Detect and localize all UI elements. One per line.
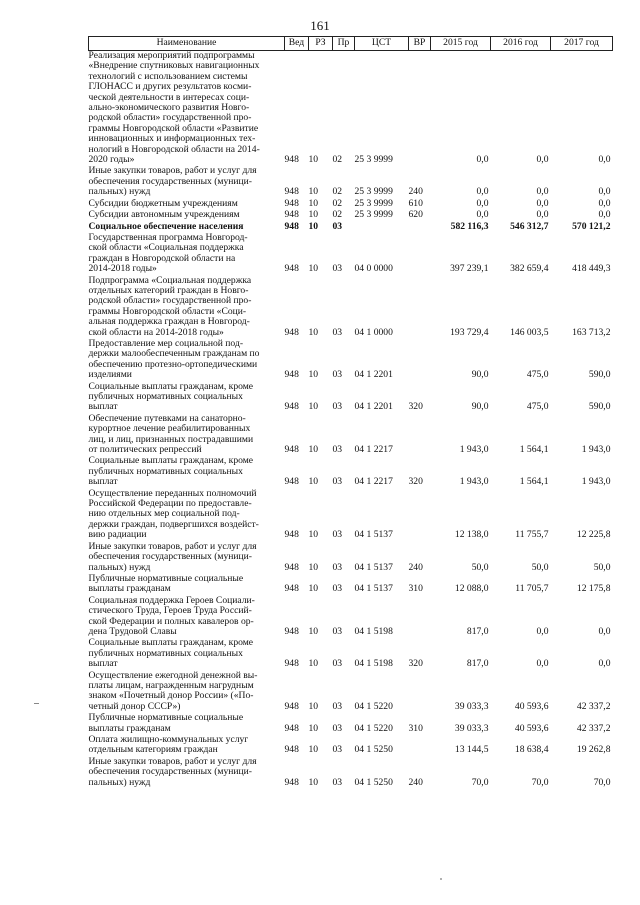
cell-rz: 10: [308, 220, 319, 232]
cell-cst: 04 1 5220: [354, 700, 393, 712]
cell-vr: 240: [408, 776, 423, 788]
cell-cst: 04 1 0000: [354, 326, 393, 338]
cell-2016: 382 659,4: [510, 263, 549, 275]
cell-ved: 948: [284, 476, 299, 488]
cell-2015: 193 729,4: [450, 326, 489, 338]
cell-vr: [409, 671, 431, 714]
cell-2017: 12 175,8: [576, 583, 611, 595]
cell-2015: 50,0: [471, 561, 489, 573]
cell-pr: 03: [332, 444, 343, 456]
cell-pr: 03: [332, 744, 343, 756]
cell-rz: 10: [308, 776, 319, 788]
cell-pr: 02: [332, 186, 343, 198]
cell-2015: 0,0: [476, 197, 489, 209]
cell-2015: 13 144,5: [454, 744, 489, 756]
cell-2016: 146 003,5: [510, 326, 549, 338]
cell-2017: 590,0: [588, 401, 611, 413]
cell-2015: 0,0: [476, 154, 489, 166]
cell-rz: 10: [308, 369, 319, 381]
cell-2016: 546 312,7: [510, 220, 549, 232]
cell-2015: 12 088,0: [454, 583, 489, 595]
cell-2017: 1 943,0: [581, 476, 611, 488]
cell-cst: 04 1 5198: [354, 625, 393, 637]
table-row: [89, 489, 613, 542]
cell-cst: 04 1 5137: [354, 561, 393, 573]
cell-pr: 03: [332, 625, 343, 637]
cell-2016: 0,0: [536, 186, 549, 198]
cell-2017: 19 262,8: [576, 744, 611, 756]
cell-vr: [409, 233, 431, 276]
cell-rz: 10: [308, 401, 319, 413]
cell-cst: 04 1 2201: [354, 401, 393, 413]
cell-ved: 948: [284, 220, 299, 232]
table-row: [89, 233, 613, 276]
cell-rz: 10: [308, 583, 319, 595]
cell-2017: 0,0: [598, 186, 611, 198]
cell-cst: 04 1 5220: [354, 722, 393, 734]
cell-vr: 310: [408, 583, 423, 595]
cell-name: Публичные нормативные социальные выплаты гражданам: [88, 572, 244, 595]
cell-2016: 0,0: [536, 658, 549, 670]
table-header-row: [89, 37, 613, 51]
cell-ved: 948: [284, 209, 299, 221]
cell-cst: 25 3 9999: [354, 186, 393, 198]
table-row: [89, 166, 613, 198]
cell-rz: 10: [308, 326, 319, 338]
cell-pr: 03: [332, 561, 343, 573]
cell-2015: 397 239,1: [450, 263, 489, 275]
cell-vr: 240: [408, 186, 423, 198]
table-row: [89, 276, 613, 339]
cell-ved: 948: [284, 625, 299, 637]
page-number: 161: [310, 18, 330, 33]
cell-cst: 04 1 2201: [354, 369, 393, 381]
cell-pr: 03: [332, 722, 343, 734]
cell-2016: 1 564,1: [519, 476, 549, 488]
cell-cst: 04 1 5250: [354, 744, 393, 756]
cell-pr: 03: [332, 326, 343, 338]
cell-cst: 04 1 5198: [354, 658, 393, 670]
table-row: [89, 671, 613, 714]
column-header-vr: ВР: [409, 37, 431, 51]
cell-pr: 03: [332, 369, 343, 381]
cell-2015: 817,0: [466, 658, 489, 670]
cell-ved: 948: [284, 263, 299, 275]
cell-name: Социальные выплаты гражданам, кроме публичных нормативных социальных выплат: [88, 455, 254, 488]
cell-rz: 10: [308, 154, 319, 166]
cell-name: Предоставление мер социальной под- держки малообеспеченным гражданам по обеспечению протезно-ортопедическими изделиями: [88, 337, 260, 381]
cell-pr: 03: [332, 529, 343, 541]
cell-vr: [409, 735, 431, 757]
column-header-rz: РЗ: [309, 37, 333, 51]
cell-name: Социальные выплаты гражданам, кроме публичных нормативных социальных выплат: [88, 380, 254, 413]
column-header-2017: 2017 год: [551, 37, 613, 51]
cell-2016: 40 593,6: [514, 700, 549, 712]
cell-cst: 04 1 2217: [354, 444, 393, 456]
table-row: [89, 735, 613, 757]
scan-artifact: [440, 878, 442, 880]
cell-2017: 50,0: [593, 561, 611, 573]
cell-2016: 1 564,1: [519, 444, 549, 456]
cell-ved: 948: [284, 776, 299, 788]
cell-rz: 10: [308, 263, 319, 275]
column-header-cst: ЦСТ: [355, 37, 409, 51]
cell-name: Иные закупки товаров, работ и услуг для обеспечения государственных (муници- пальных) нужд: [88, 540, 257, 573]
cell-vr: [409, 414, 431, 457]
cell-2017: 1 943,0: [581, 444, 611, 456]
cell-rz: 10: [308, 700, 319, 712]
table-row: [89, 456, 613, 488]
cell-2015: 90,0: [471, 401, 489, 413]
cell-2016: 0,0: [536, 197, 549, 209]
cell-name: Субсидии автономным учреждениям: [88, 209, 240, 221]
cell-rz: 10: [308, 561, 319, 573]
cell-rz: 10: [308, 722, 319, 734]
cell-vr: [409, 51, 431, 167]
cell-2016: 475,0: [526, 401, 549, 413]
cell-2015: 39 033,3: [454, 700, 489, 712]
cell-2016: 50,0: [531, 561, 549, 573]
cell-2015: 0,0: [476, 209, 489, 221]
cell-rz: 10: [308, 625, 319, 637]
cell-2017: 418 449,3: [572, 263, 611, 275]
cell-name: Подпрограмма «Социальная поддержка отдельных категорий граждан в Новго- родской области» государственной про- граммы Новгородской области «Соци- альная поддержка граждан в Новгород- ской области на 2014-2018 годы»: [88, 274, 252, 338]
cell-2015: 1 943,0: [459, 476, 489, 488]
table-row: [89, 339, 613, 382]
cell-rz: 10: [308, 658, 319, 670]
cell-pr: 03: [332, 220, 343, 232]
cell-2015: 90,0: [471, 369, 489, 381]
table-row: [89, 713, 613, 735]
cell-ved: 948: [284, 529, 299, 541]
cell-rz: 10: [308, 444, 319, 456]
cell-2016: 70,0: [531, 776, 549, 788]
cell-vr: [409, 596, 431, 639]
cell-vr: [409, 489, 431, 542]
table-body: [89, 51, 613, 790]
cell-name: Оплата жилищно-коммунальных услуг отдельным категориям граждан: [88, 734, 249, 756]
cell-cst: 04 1 5250: [354, 776, 393, 788]
cell-2016: 11 755,7: [515, 529, 549, 541]
table-row: [89, 638, 613, 670]
cell-cst: 04 1 5137: [354, 583, 393, 595]
cell-vr: [409, 222, 431, 233]
cell-cst: 25 3 9999: [354, 197, 393, 209]
cell-2017: 0,0: [598, 625, 611, 637]
column-header-2016: 2016 год: [491, 37, 551, 51]
cell-name: Публичные нормативные социальные выплаты гражданам: [88, 712, 244, 734]
cell-cst: [355, 222, 409, 233]
table-row: [89, 414, 613, 457]
cell-2016: 40 593,6: [514, 722, 549, 734]
cell-rz: 10: [308, 186, 319, 198]
cell-ved: 948: [284, 444, 299, 456]
cell-vr: 320: [408, 476, 423, 488]
cell-2015: 39 033,3: [454, 722, 489, 734]
cell-ved: 948: [284, 583, 299, 595]
cell-2016: 0,0: [536, 154, 549, 166]
cell-name: Социальные выплаты гражданам, кроме публичных нормативных социальных выплат: [88, 637, 254, 670]
cell-vr: 320: [408, 658, 423, 670]
cell-2016: 0,0: [536, 625, 549, 637]
cell-2015: 817,0: [466, 625, 489, 637]
cell-2015: 70,0: [471, 776, 489, 788]
cell-2015: 0,0: [476, 186, 489, 198]
cell-2016: 11 705,7: [515, 583, 549, 595]
cell-2017: 70,0: [593, 776, 611, 788]
table-row: [89, 51, 613, 167]
cell-ved: 948: [284, 369, 299, 381]
cell-vr: 240: [408, 561, 423, 573]
table-row: [89, 382, 613, 414]
cell-cst: 04 1 5137: [354, 529, 393, 541]
table-row: [89, 757, 613, 789]
column-header-2015: 2015 год: [431, 37, 491, 51]
cell-vr: 610: [408, 197, 423, 209]
cell-pr: 03: [332, 583, 343, 595]
table-row: [89, 210, 613, 221]
cell-rz: 10: [308, 744, 319, 756]
cell-2016: 0,0: [536, 209, 549, 221]
cell-rz: 10: [308, 476, 319, 488]
cell-pr: 03: [332, 700, 343, 712]
cell-pr: 03: [332, 476, 343, 488]
cell-pr: 03: [332, 776, 343, 788]
table-row: [89, 542, 613, 574]
cell-vr: 320: [408, 401, 423, 413]
cell-cst: 25 3 9999: [354, 209, 393, 221]
cell-name: Субсидии бюджетным учреждениям: [88, 197, 238, 209]
cell-2017: 0,0: [598, 154, 611, 166]
cell-rz: 10: [308, 197, 319, 209]
cell-2016: 475,0: [526, 369, 549, 381]
cell-2016: 18 638,4: [514, 744, 549, 756]
cell-2017: 42 337,2: [576, 700, 611, 712]
cell-vr: 310: [408, 722, 423, 734]
cell-ved: 948: [284, 186, 299, 198]
cell-rz: 10: [308, 209, 319, 221]
cell-cst: 04 1 2217: [354, 476, 393, 488]
cell-2015: 582 116,3: [450, 220, 489, 232]
cell-2017: 570 121,2: [572, 220, 611, 232]
cell-pr: 03: [332, 401, 343, 413]
cell-name: Иные закупки товаров, работ и услуг для обеспечения государственных (муници- пальных) нужд: [88, 755, 257, 788]
cell-ved: 948: [284, 401, 299, 413]
cell-name: Социальная поддержка Героев Социали- стического Труда, Героев Труда Россий- ской Федерации и полных кавалеров ор- дена Трудовой Славы: [88, 594, 255, 637]
cell-ved: 948: [284, 326, 299, 338]
cell-pr: 02: [332, 154, 343, 166]
cell-vr: [409, 276, 431, 339]
cell-2017: 0,0: [598, 209, 611, 221]
cell-pr: 02: [332, 197, 343, 209]
cell-name: Социальное обеспечение населения: [88, 220, 244, 232]
column-header-name: Наименование: [89, 37, 285, 51]
cell-2017: 42 337,2: [576, 722, 611, 734]
column-header-ved: Вед: [285, 37, 309, 51]
column-header-pr: Пр: [333, 37, 355, 51]
cell-2017: 163 713,2: [572, 326, 611, 338]
cell-ved: 948: [284, 658, 299, 670]
cell-vr: [409, 339, 431, 382]
cell-2017: 0,0: [598, 658, 611, 670]
table-row: [89, 574, 613, 596]
scan-artifact: [34, 703, 39, 704]
cell-name: Обеспечение путевками на санаторно- курортное лечение реабилитированных лиц, и лиц, признанных пострадавшими от политических репрессий: [88, 412, 254, 456]
cell-name: Осуществление ежегодной денежной вы- платы лицам, награжденным нагрудным знаком «Почетный донор России» («По- четный донор СССР»): [88, 669, 258, 712]
cell-ved: 948: [284, 561, 299, 573]
cell-ved: 948: [284, 197, 299, 209]
cell-2015: 12 138,0: [454, 529, 489, 541]
cell-cst: 25 3 9999: [354, 154, 393, 166]
cell-pr: 03: [332, 263, 343, 275]
cell-ved: 948: [284, 722, 299, 734]
budget-table: [88, 36, 613, 789]
cell-cst: 04 0 0000: [354, 263, 393, 275]
cell-2017: 0,0: [598, 197, 611, 209]
cell-name: Государственная программа Новгород- ской области «Социальная поддержка граждан в Новгородской области на 2014-2018 годы»: [88, 231, 248, 275]
cell-pr: 03: [332, 658, 343, 670]
cell-2017: 12 225,8: [576, 529, 611, 541]
cell-name: Иные закупки товаров, работ и услуг для обеспечения государственных (муници- пальных) нужд: [88, 165, 257, 198]
cell-ved: 948: [284, 700, 299, 712]
cell-rz: 10: [308, 529, 319, 541]
cell-2017: 590,0: [588, 369, 611, 381]
cell-ved: 948: [284, 744, 299, 756]
cell-ved: 948: [284, 154, 299, 166]
cell-name: Реализация мероприятий подпрограммы «Внедрение спутниковых навигационных технологий с использованием системы ГЛОНАСС и других результатов косми- ческой деятельности в интересах соци- ально-экономического развития Новго- родской области» государственной про- граммы Новгородской области «Развитие инновационных и информационных тех- нологий в Новгородской области на 2014- 2020 годы»: [88, 50, 260, 166]
cell-name: Осуществление переданных полномочий Российской Федерации по предоставле- нию отдельных мер социальной под- держки граждан, подвергшихся воздейст- вию радиации: [88, 487, 259, 541]
table-row: [89, 596, 613, 639]
cell-pr: 02: [332, 209, 343, 221]
cell-2015: 1 943,0: [459, 444, 489, 456]
cell-vr: 620: [408, 209, 423, 221]
